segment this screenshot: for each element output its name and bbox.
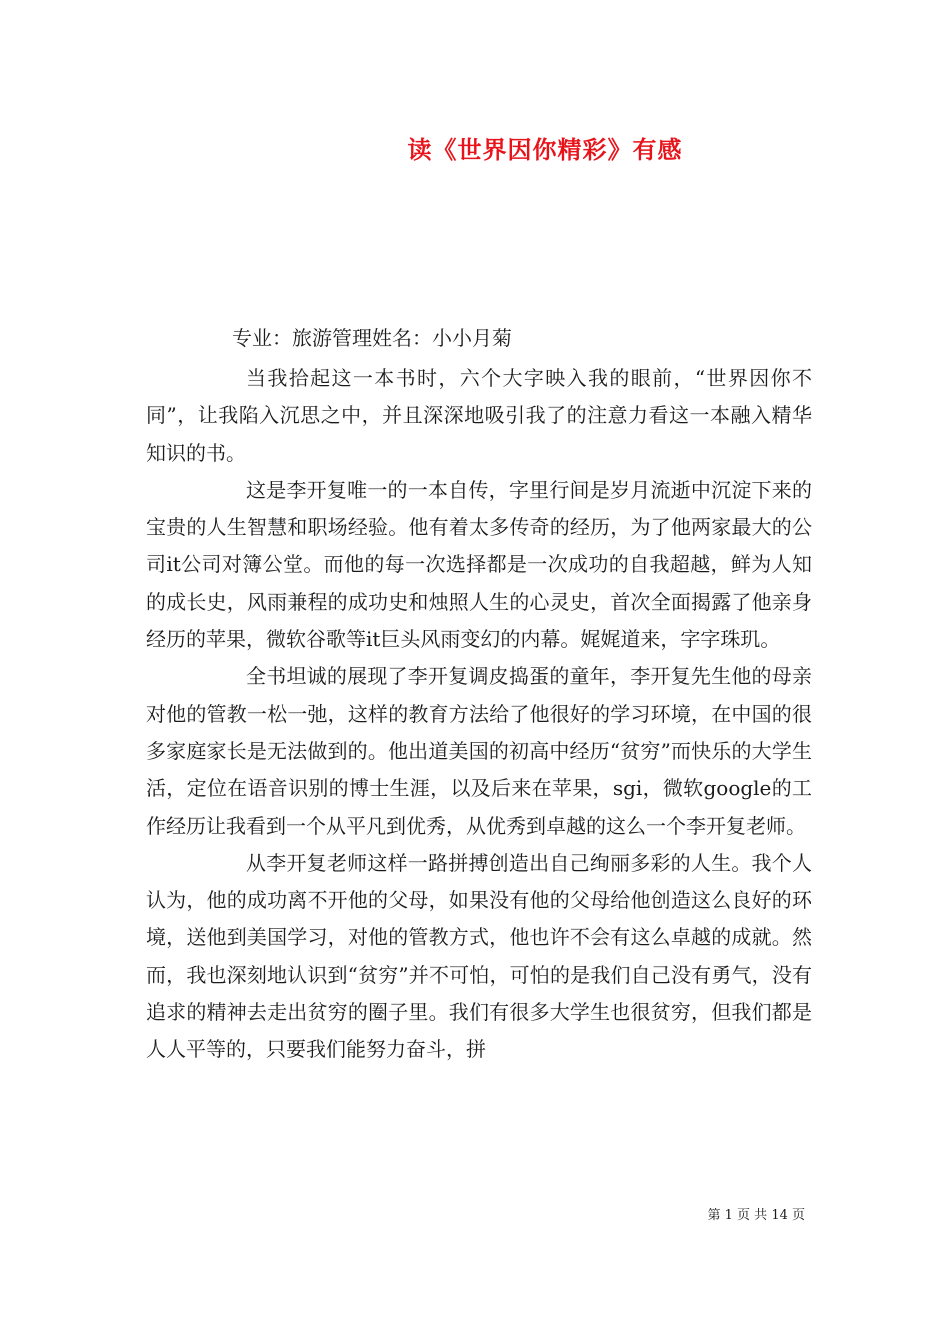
- document-body: [146, 360, 812, 1069]
- document-title: 读《世界因你精彩》有感: [407, 135, 683, 164]
- paragraph: 全书坦诚的展现了李开复调皮捣蛋的童年，李开复先生他的母亲对他的管教一松一弛，这样的教育方法给了他很好的学习环境，在中国的很多家庭家长是无法做到的。他出道美国的初高中经历“贫穷”而快乐的大学生活，定位在语音识别的博士生涯，以及后来在苹果，sgi，微软google的工作经历让我看到一个从平凡到优秀，从优秀到卓越的这么一个李开复老师。: [146, 664, 812, 838]
- paragraph: 从李开复老师这样一路拼搏创造出自己绚丽多彩的人生。我个人认为，他的成功离不开他的父母，如果没有他的父母给他创造这么良好的环境，送他到美国学习，对他的管教方式，他也许不会有这么卓越的成就。然而，我也深刻地认识到“贫穷”并不可怕，可怕的是我们自己没有勇气，没有追求的精神去走出贫穷的圈子里。我们有很多大学生也很贫穷，但我们都是人人平等的，只要我们能努力奋斗，拼: [146, 850, 812, 1062]
- paragraph: 当我拾起这一本书时，六个大字映入我的眼前，“世界因你不同”，让我陷入沉思之中，并且深深地吸引我了的注意力看这一本融入精华知识的书。: [146, 366, 812, 465]
- paragraph: 这是李开复唯一的一本自传，字里行间是岁月流逝中沉淀下来的宝贵的人生智慧和职场经验。他有着太多传奇的经历，为了他两家最大的公司it公司对簿公堂。而他的每一次选择都是一次成功的自我超越，鲜为人知的成长史，风雨兼程的成功史和烛照人生的心灵史，首次全面揭露了他亲身经历的苹果，微软谷歌等it巨头风雨变幻的内幕。娓娓道来，字字珠玑。: [146, 477, 812, 652]
- page-number-footer: 第 1 页 共 14 页: [707, 1208, 805, 1223]
- author-line: 专业：旅游管理姓名：小小月菊: [232, 326, 512, 350]
